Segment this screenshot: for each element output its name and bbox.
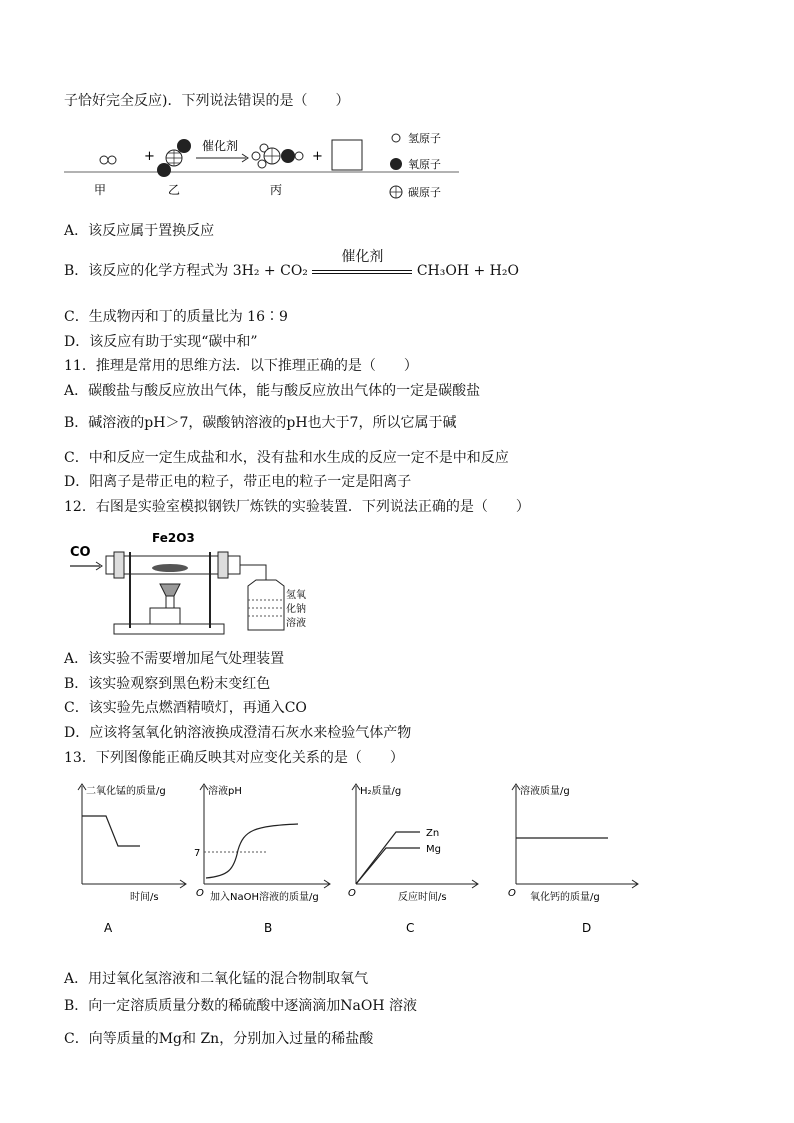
svg-text:O: O <box>196 888 204 899</box>
label-jia: 甲 <box>94 183 107 197</box>
graph-d <box>508 784 638 935</box>
q12-option-b: B．该实验观察到黑色粉末变红色 <box>64 676 271 692</box>
svg-text:化钠: 化钠 <box>286 604 306 615</box>
graph-c <box>348 784 478 935</box>
svg-text:时间/s: 时间/s <box>130 892 159 903</box>
q10-option-c: C．生成物丙和丁的质量比为 16∶9 <box>64 309 288 325</box>
q13-stem: 13．下列图像能正确反映其对应变化关系的是（ ） <box>64 750 404 766</box>
svg-text:氧原子: 氧原子 <box>408 158 441 171</box>
o-atom <box>281 149 295 163</box>
svg-text:D: D <box>582 921 592 935</box>
svg-text:溶液: 溶液 <box>286 618 306 629</box>
q13-option-b: B．向一定溶质质量分数的稀硫酸中逐滴滴加NaOH 溶液 <box>64 998 418 1014</box>
h-atom <box>100 156 108 164</box>
svg-text:氢原子: 氢原子 <box>408 132 441 145</box>
label-bing: 丙 <box>270 183 283 197</box>
q12-option-c: C．该实验先点燃酒精喷灯，再通入CO <box>64 700 307 716</box>
h-atom <box>108 156 116 164</box>
q10-option-b: B．该反应的化学方程式为 3H₂ + CO₂ 催化剂 CH₃OH + H₂O <box>64 249 519 279</box>
q11-stem: 11．推理是常用的思维方法．以下推理正确的是（ ） <box>64 358 418 374</box>
svg-text:溶液质量/g: 溶液质量/g <box>520 786 570 797</box>
q10-stem: 子恰好完全反应)．下列说法错误的是（ ） <box>64 93 350 109</box>
svg-text:+: + <box>144 149 155 164</box>
q10-option-a: A．该反应属于置换反应 <box>64 223 215 239</box>
q12-apparatus-figure <box>70 524 310 638</box>
q10-option-d: D．该反应有助于实现“碳中和” <box>64 334 258 350</box>
label-yi: 乙 <box>168 183 181 197</box>
q10-reaction-figure <box>64 128 484 204</box>
q11-option-d: D．阳离子是带正电的粒子，带正电的粒子一定是阳离子 <box>64 474 412 490</box>
fe2o3-label: Fe2O3 <box>152 531 195 545</box>
svg-text:+: + <box>312 149 323 164</box>
q11-option-b: B．碱溶液的pH＞7，碳酸钠溶液的pH也大于7，所以它属于碱 <box>64 415 457 431</box>
svg-text:B: B <box>264 921 273 935</box>
svg-text:O: O <box>508 888 516 899</box>
svg-text:C: C <box>406 921 415 935</box>
svg-text:溶液pH: 溶液pH <box>208 786 242 797</box>
svg-text:反应时间/s: 反应时间/s <box>398 892 447 903</box>
q11-option-a: A．碳酸盐与酸反应放出气体，能与酸反应放出气体的一定是碳酸盐 <box>64 383 481 399</box>
svg-text:H₂质量/g: H₂质量/g <box>360 786 402 797</box>
o-atom <box>177 139 191 153</box>
svg-text:氧化钙的质量/g: 氧化钙的质量/g <box>530 892 600 903</box>
o-atom <box>157 163 171 177</box>
co-label: CO <box>70 545 91 560</box>
q12-option-d: D．应该将氢氧化钠溶液换成澄清石灰水来检验气体产物 <box>64 725 412 741</box>
svg-text:Mg: Mg <box>426 844 441 855</box>
q13-graphs-figure <box>68 780 658 938</box>
graph-a <box>78 784 186 935</box>
svg-text:7: 7 <box>194 848 201 859</box>
svg-text:O: O <box>348 888 356 899</box>
q13-option-a: A．用过氧化氢溶液和二氧化锰的混合物制取氧气 <box>64 971 369 987</box>
svg-text:氢氧: 氢氧 <box>286 590 306 601</box>
svg-text:二氧化锰的质量/g: 二氧化锰的质量/g <box>86 786 166 797</box>
graph-b <box>194 784 330 935</box>
svg-text:碳原子: 碳原子 <box>408 186 441 199</box>
q13-option-c: C．向等质量的Mg和 Zn，分别加入过量的稀盐酸 <box>64 1031 374 1047</box>
svg-text:加入NaOH溶液的质量/g: 加入NaOH溶液的质量/g <box>210 892 319 903</box>
svg-text:Zn: Zn <box>426 828 440 839</box>
q11-option-c: C．中和反应一定生成盐和水，没有盐和水生成的反应一定不是中和反应 <box>64 450 509 466</box>
catalyst-label: 催化剂 <box>202 139 239 153</box>
svg-text:A: A <box>104 921 113 935</box>
q12-option-a: A．该实验不需要增加尾气处理装置 <box>64 651 285 667</box>
q12-stem: 12．右图是实验室模拟钢铁厂炼铁的实验装置．下列说法正确的是（ ） <box>64 499 530 515</box>
